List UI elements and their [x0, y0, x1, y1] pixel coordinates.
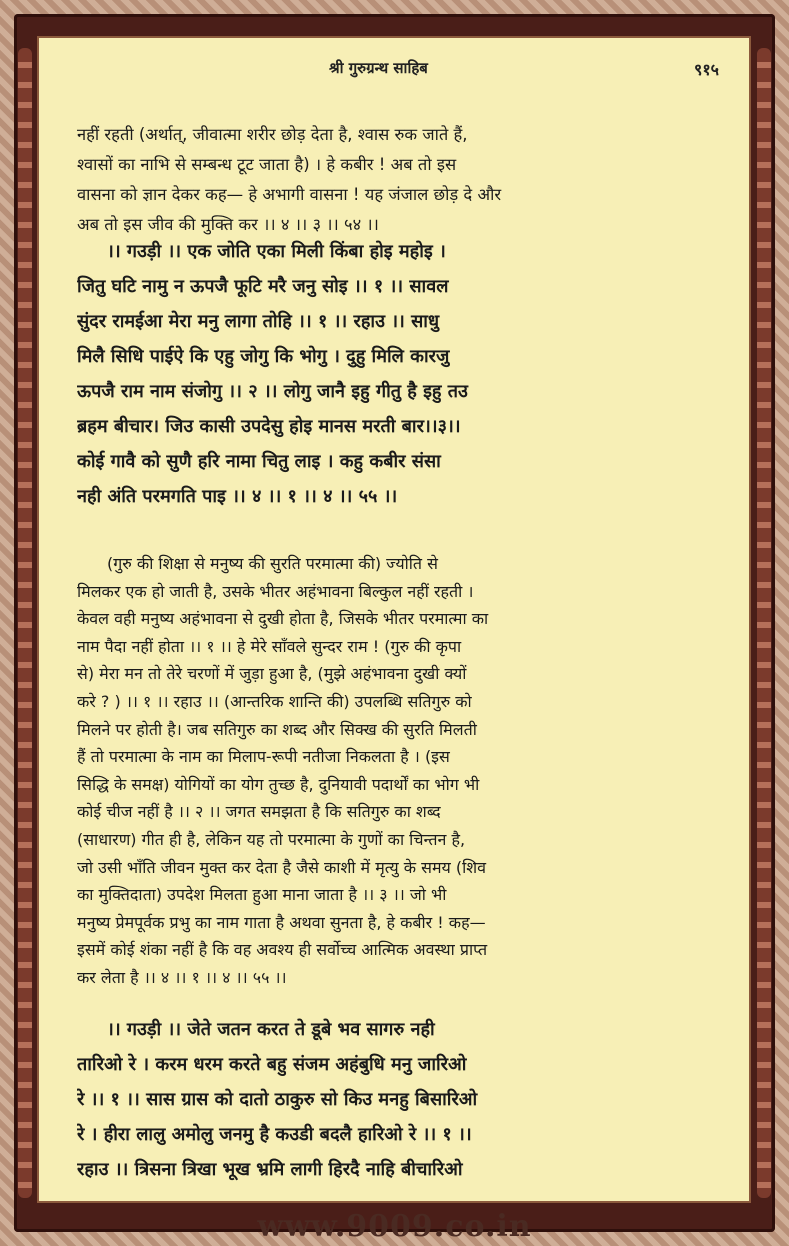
text-line: मिलने पर होती है। जब सतिगुरु का शब्द और सिक्ख की सुरति मिलती: [77, 719, 477, 739]
text-line: से) मेरा मन तो तेरे चरणों में जुड़ा हुआ है, (मुझे अहंभावना दुखी क्यों: [77, 664, 467, 684]
verse-block-1: [77, 234, 737, 514]
text-line: कोई चीज नहीं है ।। २ ।। जगत समझता है कि सतिगुरु का शब्द: [77, 802, 441, 822]
commentary-paragraph-2: [77, 550, 737, 992]
page-title: श्री गुरुग्रन्थ साहिब: [329, 59, 428, 77]
verse-line: ।। गउड़ी ।। एक जोति एका मिली किंबा होइ महोइ ।: [107, 241, 446, 262]
ornament-right: [757, 48, 771, 1198]
ornament-left: [18, 48, 32, 1198]
verse-line: सुंदर रामईआ मेरा मनु लागा तोहि ।। १ ।। रहाउ ।। साधु: [77, 311, 440, 332]
page-number: ९१५: [694, 60, 719, 79]
verse-line: नही अंति परमगति पाइ ।। ४ ।। १ ।। ४ ।। ५५ ।।: [77, 486, 398, 507]
verse-line: ।। गउड़ी ।। जेते जतन करत ते डूबे भव सागरु नही: [107, 1019, 435, 1040]
scripture-page: [37, 36, 751, 1203]
text-line: केवल वही मनुष्य अहंभावना से दुखी होता है, जिसके भीतर परमात्मा का: [77, 609, 489, 629]
verse-line: रहाउ ।। त्रिसना त्रिखा भूख भ्रमि लागी हिरदै नाहि बीचारिओ: [77, 1159, 463, 1180]
text-line: वासना को ज्ञान देकर कह— हे अभागी वासना ! यह जंजाल छोड़ दे और: [77, 185, 502, 204]
verse-line: ब्रहम बीचार। जिउ कासी उपदेसु होइ मानस मरती बार।।३।।: [77, 416, 461, 437]
text-line: सिद्धि के समक्ष) योगियों का योग तुच्छ है, दुनियावी पदार्थों का भोग भी: [77, 774, 480, 794]
text-line: जो उसी भाँति जीवन मुक्त कर देता है जैसे काशी में मृत्यु के समय (शिव: [77, 857, 487, 877]
text-line: (गुरु की शिक्षा से मनुष्य की सुरति परमात्मा की) ज्योति से: [107, 554, 438, 573]
verse-line: रे । हीरा लालु अमोलु जनमु है कउडी बदलै हारिओ रे ।। १ ।।: [77, 1124, 472, 1145]
text-line: का मुक्तिदाता) उपदेश मिलता हुआ माना जाता है ।। ३ ।। जो भी: [77, 885, 447, 905]
verse-line: ऊपजै राम नाम संजोगु ।। २ ।। लोगु जानै इहु गीतु है इहु तउ: [77, 381, 468, 402]
text-line: श्वासों का नाभि से सम्बन्ध टूट जाता है) । हे कबीर ! अब तो इस: [77, 155, 457, 174]
text-line: अब तो इस जीव की मुक्ति कर ।। ४ ।। ३ ।। ५४ ।।: [77, 215, 379, 234]
verse-line: जितु घटि नामु न ऊपजै फूटि मरै जनु सोइ ।। १ ।। सावल: [77, 276, 449, 297]
text-line: नहीं रहती (अर्थात्, जीवात्मा शरीर छोड़ देता है, श्वास रुक जाते हैं,: [77, 125, 468, 144]
verse-line: कोई गावै को सुणै हरि नामा चितु लाइ । कहु कबीर संसा: [77, 451, 441, 472]
verse-line: रे ।। १ ।। सास ग्रास को दातो ठाकुरु सो किउ मनहु बिसारिओ: [77, 1089, 478, 1110]
verse-line: मिलै सिधि पाईऐ कि एहु जोगु कि भोगु । दुहु मिलि कारजु: [77, 346, 450, 367]
text-line: (साधारण) गीत ही है, लेकिन यह तो परमात्मा के गुणों का चिन्तन है,: [77, 829, 466, 849]
text-line: मनुष्य प्रेमपूर्वक प्रभु का नाम गाता है अथवा सुनता है, हे कबीर ! कह—: [77, 912, 486, 932]
ornament-top: [40, 20, 749, 34]
commentary-paragraph-1: [77, 120, 737, 240]
website-watermark: www.9009.co.in: [257, 1209, 532, 1244]
page-header: [39, 58, 749, 84]
text-line: नाम पैदा नहीं होता ।। १ ।। हे मेरे साँवले सुन्दर राम ! (गुरु की कृपा: [77, 636, 462, 656]
verse-block-2: [77, 1012, 737, 1187]
text-line: कर लेता है ।। ४ ।। १ ।। ४ ।। ५५ ।।: [77, 967, 287, 987]
text-line: हैं तो परमात्मा के नाम का मिलाप-रूपी नतीजा निकलता है । (इस: [77, 747, 450, 767]
verse-line: तारिओ रे । करम धरम करते बहु संजम अहंबुधि मनु जारिओ: [77, 1054, 467, 1075]
text-line: करे ? ) ।। १ ।। रहाउ ।। (आन्तरिक शान्ति की) उपलब्धि सतिगुरु को: [77, 691, 472, 711]
text-line: इसमें कोई शंका नहीं है कि वह अवश्य ही सर्वोच्च आत्मिक अवस्था प्राप्त: [77, 940, 488, 960]
text-line: मिलकर एक हो जाती है, उसके भीतर अहंभावना बिल्कुल नहीं रहती ।: [77, 581, 474, 601]
